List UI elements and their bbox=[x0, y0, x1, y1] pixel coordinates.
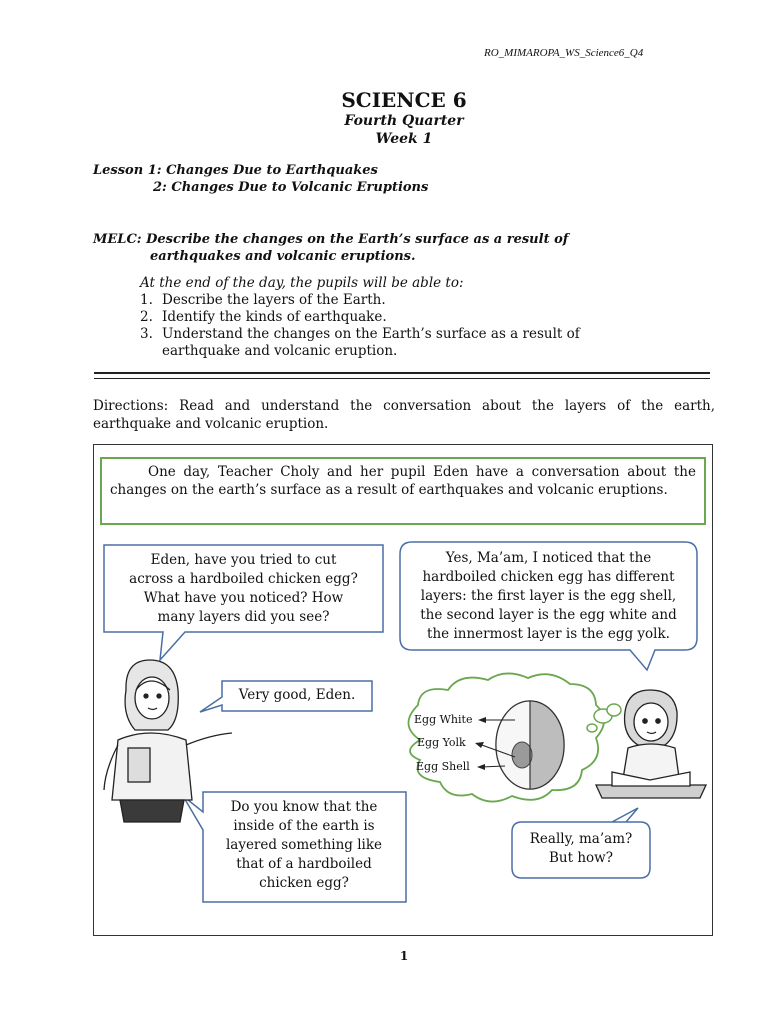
bubble-line: Very good, Eden. bbox=[238, 687, 356, 703]
egg-yolk-label: Egg Yolk bbox=[417, 736, 466, 749]
objective-number: 2. bbox=[140, 309, 153, 325]
egg-shell-label: Egg Shell bbox=[416, 760, 470, 773]
objective-number: 3. bbox=[140, 326, 153, 342]
intro-text: One day, Teacher Choly and her pupil Eden have a conversation about the changes on the earth’s surface as a result of earthquakes and volcanic eruptions. bbox=[110, 464, 696, 498]
bubble-line: layered something like bbox=[225, 837, 383, 853]
bubble-line: inside of the earth is bbox=[233, 818, 375, 834]
objectives-intro: At the end of the day, the pupils will be able to: bbox=[140, 275, 464, 291]
teacher-bubble-1-text bbox=[106, 551, 381, 627]
page-number: 1 bbox=[399, 949, 409, 963]
bubble-line: many layers did you see? bbox=[157, 609, 330, 625]
bubble-line: that of a hardboiled bbox=[236, 856, 372, 872]
melc-line-2: earthquakes and volcanic eruptions. bbox=[150, 249, 416, 264]
eden-bubble-2-text bbox=[512, 830, 650, 868]
objective-item-3-continued: earthquake and volcanic eruption. bbox=[162, 343, 398, 359]
objective-text: Describe the layers of the Earth. bbox=[162, 292, 386, 308]
eden-bubble-1-text bbox=[400, 549, 697, 644]
melc-line-1: MELC: Describe the changes on the Earth’s surface as a result of bbox=[93, 232, 569, 247]
bubble-line: Do you know that the bbox=[230, 799, 378, 815]
lesson-line-2: 2: Changes Due to Volcanic Eruptions bbox=[153, 180, 429, 195]
bubble-line: But how? bbox=[549, 850, 613, 866]
week-subtitle: Week 1 bbox=[375, 131, 433, 147]
bubble-line: Yes, Ma’am, I noticed that the bbox=[445, 550, 652, 566]
bubble-line: the second layer is the egg white and bbox=[420, 607, 677, 623]
lesson-line-1: Lesson 1: Changes Due to Earthquakes bbox=[93, 163, 378, 178]
objective-text: Identify the kinds of earthquake. bbox=[162, 309, 387, 325]
directions-text: Directions: Read and understand the conversation about the layers of the earth, earthquake and volcanic eruption. bbox=[93, 398, 715, 432]
bubble-line: What have you noticed? How bbox=[143, 590, 344, 606]
teacher-bubble-2-text bbox=[222, 686, 372, 705]
page-title: SCIENCE 6 bbox=[341, 88, 467, 112]
bubble-line: across a hardboiled chicken egg? bbox=[129, 571, 358, 587]
objective-text: Understand the changes on the Earth’s surface as a result of bbox=[162, 326, 580, 342]
bubble-line: chicken egg? bbox=[259, 875, 349, 891]
bubble-line: the innermost layer is the egg yolk. bbox=[427, 626, 670, 642]
teacher-bubble-3-text bbox=[204, 798, 404, 893]
document-code: RO_MIMAROPA_WS_Science6_Q4 bbox=[484, 47, 644, 59]
quarter-subtitle: Fourth Quarter bbox=[344, 113, 464, 129]
bubble-line: hardboiled chicken egg has different bbox=[422, 569, 675, 585]
egg-cross-section bbox=[496, 701, 564, 789]
bubble-line: Eden, have you tried to cut bbox=[150, 552, 337, 568]
bubble-line: Really, ma’am? bbox=[529, 831, 633, 847]
objective-number: 1. bbox=[140, 292, 153, 308]
bubble-line: layers: the first layer is the egg shell, bbox=[420, 588, 677, 604]
egg-white-label: Egg White bbox=[414, 713, 473, 726]
